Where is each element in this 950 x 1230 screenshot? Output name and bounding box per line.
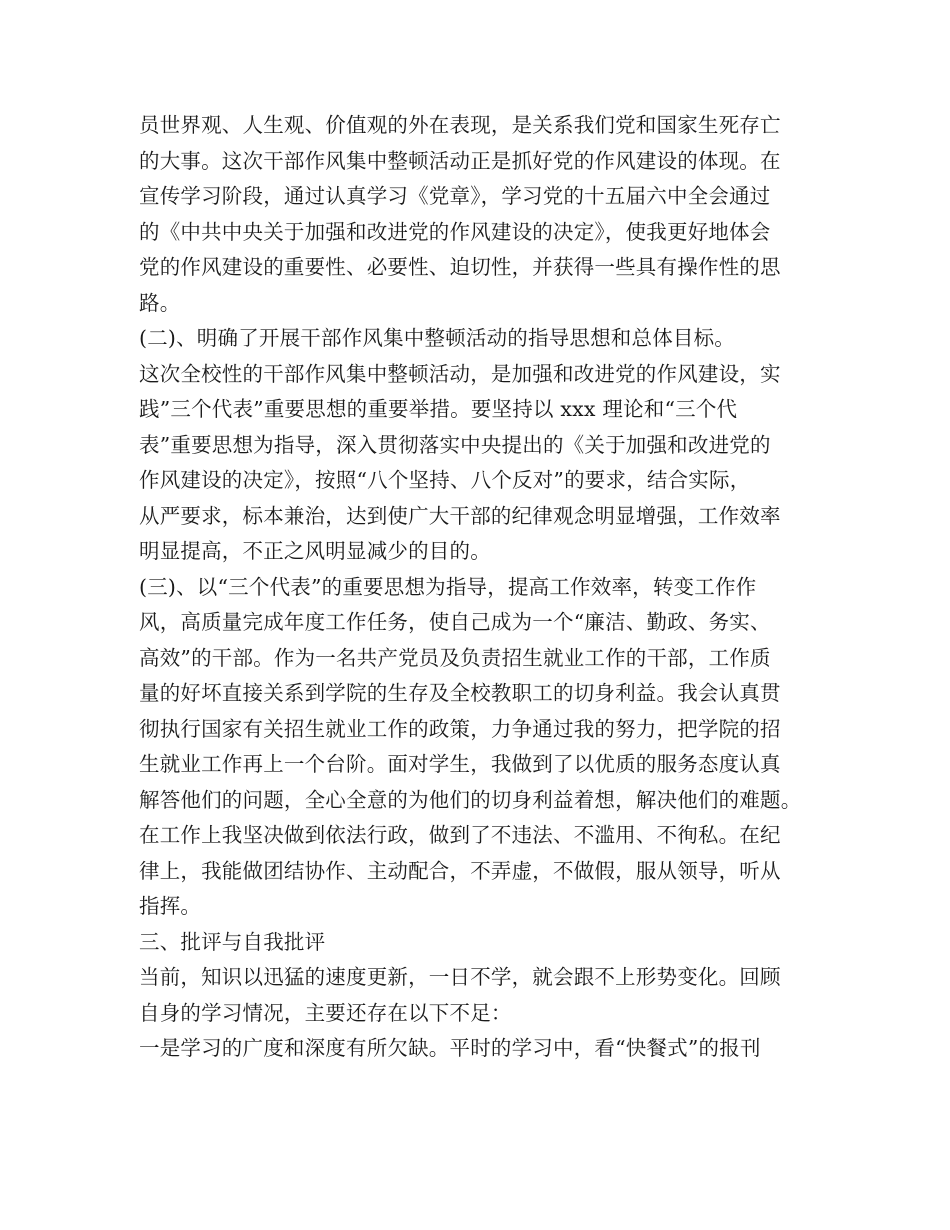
text-line: 自身的学习情况，主要还存在以下不足：: [139, 1000, 512, 1025]
text-line: 彻执行国家有关招生就业工作的政策，力争通过我的努力，把学院的招: [139, 716, 781, 741]
text-line: 表”重要思想为指导，深入贯彻落实中央提出的《关于加强和改进党的: [139, 432, 771, 457]
text-line: (三)、以“三个代表”的重要思想为指导，提高工作效率，转变工作作: [139, 574, 757, 599]
text-line: 这次全校性的干部作风集中整顿活动，是加强和改进党的作风建设，实: [139, 361, 781, 386]
document-body: [139, 108, 829, 1067]
text-line: 一是学习的广度和深度有所欠缺。平时的学习中，看“快餐式”的报刊: [139, 1036, 761, 1060]
text-line: 明显提高，不正之风明显减少的目的。: [139, 539, 491, 563]
text-line: 员世界观、人生观、价值观的外在表现，是关系我们党和国家生死存亡: [139, 113, 781, 137]
text-line: 路。: [139, 290, 181, 315]
text-line: 的大事。这次干部作风集中整顿活动正是抓好党的作风建设的体现。在: [139, 148, 781, 173]
text-line: 党的作风建设的重要性、必要性、迫切性，并获得一些具有操作性的思: [139, 255, 781, 279]
text-line: 的《中共中央关于加强和改进党的作风建设的决定》，使我更好地体会: [139, 219, 771, 244]
text-line: (二)、明确了开展干部作风集中整顿活动的指导思想和总体目标。: [139, 326, 735, 350]
text-line: 践”三个代表”重要思想的重要举措。要坚持以 xxx 理论和“三个代: [139, 397, 738, 421]
text-line: 量的好坏直接关系到学院的生存及全校教职工的切身利益。我会认真贯: [139, 681, 781, 705]
text-line: 律上，我能做团结协作、主动配合，不弄虚，不做假，服从领导，听从: [139, 858, 781, 883]
text-line: 在工作上我坚决做到依法行政，做到了不违法、不滥用、不徇私。在纪: [139, 823, 781, 847]
text-line: 当前，知识以迅猛的速度更新，一日不学，就会跟不上形势变化。回顾: [139, 965, 781, 989]
text-line: 指挥。: [139, 894, 202, 918]
text-line: 从严要求，标本兼治，达到使广大干部的纪律观念明显增强，工作效率: [139, 503, 781, 528]
text-line: 三、批评与自我批评: [139, 929, 326, 954]
text-line: 作风建设的决定》，按照“八个坚持、八个反对”的要求，结合实际，: [139, 468, 751, 492]
text-line: 解答他们的问题，全心全意的为他们的切身利益着想，解决他们的难题。: [139, 787, 802, 812]
text-line: 风，高质量完成年度工作任务，使自己成为一个“廉洁、勤政、务实、: [139, 610, 771, 634]
text-line: 高效”的干部。作为一名共产党员及负责招生就业工作的干部，工作质: [139, 645, 771, 670]
text-line: 宣传学习阶段，通过认真学习《党章》，学习党的十五届六中全会通过: [139, 184, 771, 208]
text-line: 生就业工作再上一个台阶。面对学生，我做到了以优质的服务态度认真: [139, 752, 781, 776]
